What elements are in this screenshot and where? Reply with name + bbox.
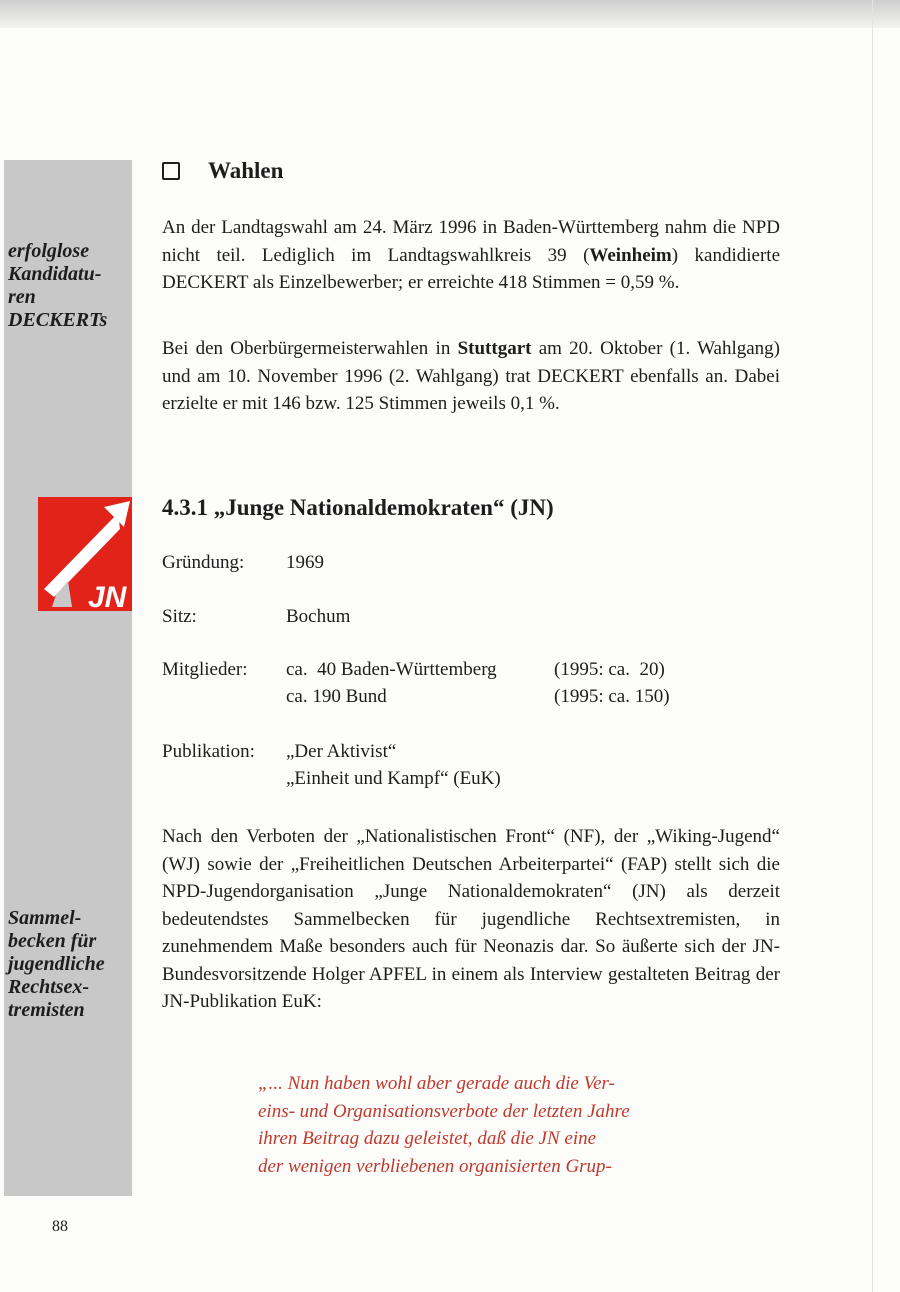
margin-note-line: Rechtsex-	[8, 976, 90, 998]
quote-line: „... Nun haben wohl aber gerade auch die Ver-	[258, 1073, 615, 1094]
margin-note-line: erfolglose	[8, 240, 90, 262]
margin-note-line: DECKERTs	[8, 309, 108, 331]
seat-value: Bochum	[286, 606, 351, 627]
margin-note-collecting	[8, 907, 130, 1022]
subsection-title: 4.3.1 „Junge Nationaldemokraten“ (JN)	[162, 495, 554, 520]
members-row-bund-1995: (1995: ca. 150)	[554, 686, 670, 707]
margin-note-line: tremisten	[8, 999, 85, 1021]
page-top-shadow	[0, 0, 900, 28]
page-number: 88	[52, 1218, 68, 1235]
jn-logo-text: JN	[88, 581, 127, 611]
section-title: Wahlen	[208, 158, 284, 183]
paragraph-landtagswahl: An der Landtagswahl am 24. März 1996 in Baden-Württemberg nahm die NPD nicht teil. Lediglich im Landtagswahlkreis 39 (Weinheim) kandidierte DECKERT als Einzelbewerber; er erreichte 418 Stimmen = 0,59 %.	[162, 217, 781, 293]
margin-note-line: Kandidatu-	[8, 263, 102, 285]
margin-note-line: becken für	[8, 930, 97, 952]
members-row-bund: ca. 190 Bund	[286, 686, 387, 707]
quote-line: der wenigen verbliebenen organisierten Grup-	[258, 1155, 612, 1177]
page-edge-line	[872, 0, 873, 1292]
publication-label: Publikation:	[162, 741, 255, 762]
members-row-bw: ca. 40 Baden-Württemberg	[286, 659, 497, 680]
publication-aktivist: „Der Aktivist“	[286, 741, 397, 762]
quote-line: ihren Beitrag dazu geleistet, daß die JN eine	[258, 1128, 597, 1149]
jn-logo	[38, 497, 132, 611]
margin-note-line: Sammel-	[8, 907, 82, 929]
founding-label: Gründung:	[162, 552, 245, 573]
checkbox-bullet-icon	[162, 162, 180, 180]
margin-note-line: ren	[8, 286, 36, 308]
paragraph-oberbuergermeisterwahl: Bei den Oberbürgermeisterwahlen in Stuttgart am 20. Oktober (1. Wahlgang) und am 10. November 1996 (2. Wahlgang) trat DECKERT ebenfalls an. Dabei erzielte er mit 146 bzw. 125 Stimmen jeweils 0,1 %.	[162, 338, 780, 414]
quote-line: eins- und Organisationsverbote der letzten Jahre	[258, 1100, 630, 1122]
quote-block	[258, 1070, 698, 1180]
paragraph-jn-body: Nach den Verboten der „Nationalistischen Front“ (NF), der „Wiking-Jugend“ (WJ) sowie der „Freiheitlichen Deutschen Arbeiterpartei“ (FAP) stellt sich die NPD-Jugendorganisation „Junge Nationaldemokraten“ (JN) als derzeit bedeutendstes Sammelbecken für jugendliche Rechtsextremisten, in zunehmendem Maße besonders auch für Neonazis dar. So äußerte sich der JN-Bundesvorsitzende Holger APFEL in einem als Interview gestalteten Beitrag der JN-Publikation EuK:	[162, 826, 780, 1012]
margin-note-candidacy	[8, 240, 130, 332]
margin-note-line: jugendliche	[8, 953, 105, 975]
members-row-bw-1995: (1995: ca. 20)	[554, 659, 665, 680]
section-heading	[162, 158, 283, 184]
seat-label: Sitz:	[162, 606, 197, 627]
founding-value: 1969	[286, 552, 324, 573]
members-label: Mitglieder:	[162, 659, 248, 680]
publication-euk: „Einheit und Kampf“ (EuK)	[286, 768, 501, 789]
